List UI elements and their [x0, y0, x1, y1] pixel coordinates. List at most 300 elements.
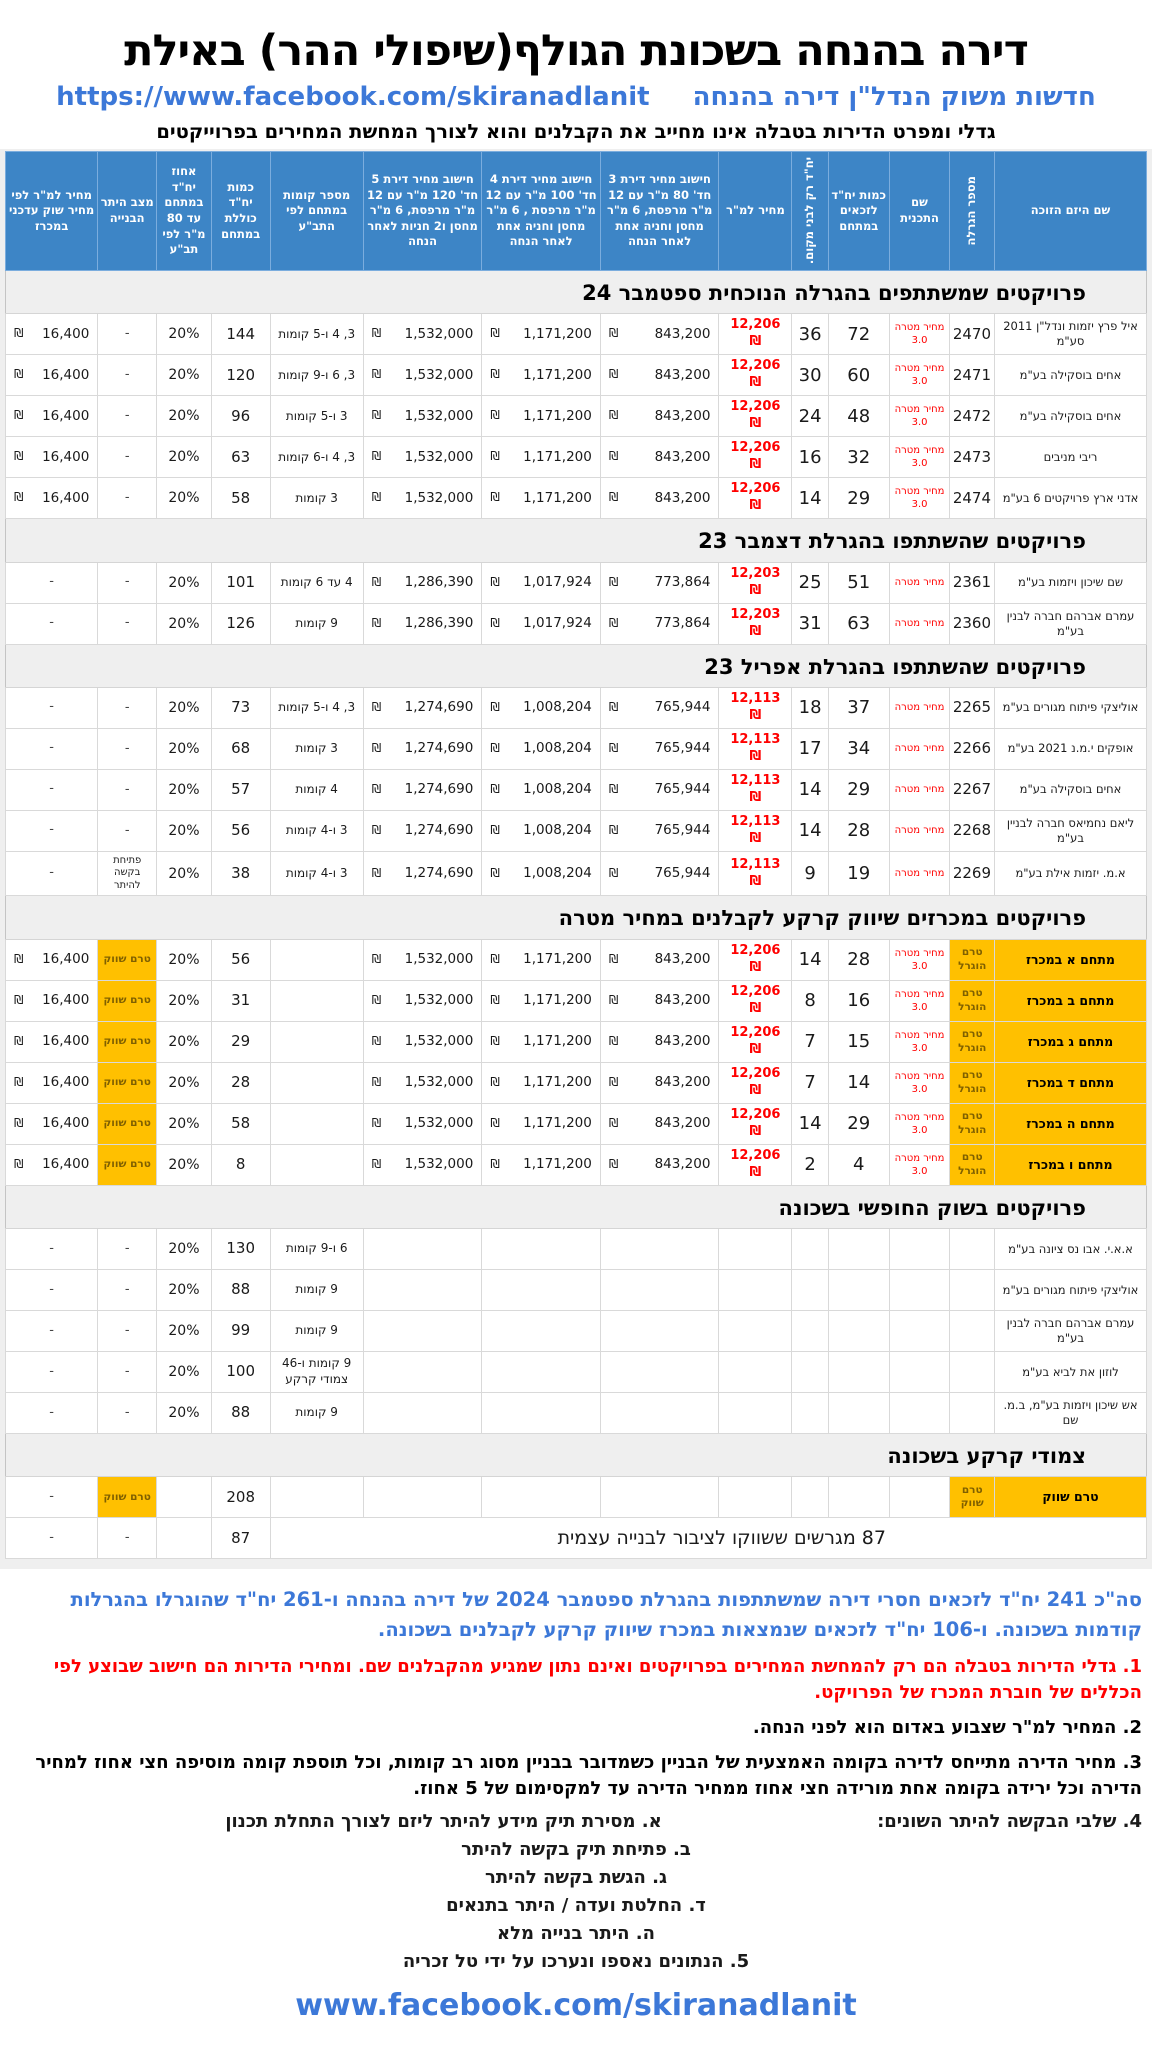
shekel-symbol: ₪	[14, 490, 24, 505]
local-units-cell: 36	[792, 314, 828, 355]
shekel-symbol: ₪	[371, 700, 382, 715]
price-per-sqm-cell: 12,206 ₪	[719, 396, 792, 437]
price-4room-cell	[482, 1269, 601, 1310]
plan-cell: מחיר מטרה 3.0	[889, 396, 950, 437]
floors-cell	[270, 1062, 363, 1103]
local-units-cell	[792, 1228, 828, 1269]
column-header-price-5room: חישוב מחיר דירת 5 חד' 120 מ"ר עם 12 מ"ר מרפסת, 6 מ"ר מחסן ו2 חניות לאחר הנחה	[363, 152, 482, 271]
price-per-sqm-cell: 12,113 ₪	[719, 728, 792, 769]
permit-status-cell: -	[98, 314, 157, 355]
shekel-symbol: ₪	[371, 951, 382, 966]
facebook-url[interactable]: www.facebook.com/skiranadlanit	[295, 1988, 857, 2024]
plan-cell: מחיר מטרה 3.0	[889, 1062, 950, 1103]
table-row	[6, 1310, 1147, 1351]
shekel-symbol: ₪	[490, 700, 500, 715]
facebook-link[interactable]: https://www.facebook.com/skiranadlanit	[56, 82, 650, 112]
total-units-cell: 58	[211, 1103, 270, 1144]
plan-cell	[889, 1351, 950, 1392]
lottery-cell	[950, 1269, 995, 1310]
price-per-sqm-cell	[719, 1310, 792, 1351]
plan-cell: מחיר מטרה	[889, 687, 950, 728]
percent-cell: 20%	[157, 1269, 212, 1310]
price-per-sqm-cell	[719, 1228, 792, 1269]
floors-cell: 3, 6 ו-9 קומות	[270, 355, 363, 396]
price-4room-cell	[482, 1351, 601, 1392]
price-4room-cell: 1,008,204 ₪	[482, 851, 601, 896]
price-5room-cell: 1,274,690 ₪	[363, 687, 482, 728]
total-units-cell: 126	[211, 603, 270, 644]
lottery-cell	[950, 1351, 995, 1392]
eligible-units-cell: 63	[828, 603, 889, 644]
shekel-symbol: ₪	[14, 1033, 24, 1048]
table-row	[6, 1392, 1147, 1433]
plan-cell: מחיר מטרה 3.0	[889, 478, 950, 519]
price-per-sqm-cell: 12,113 ₪	[719, 687, 792, 728]
table-row	[6, 396, 1147, 437]
price-4room-cell: 1,008,204 ₪	[482, 810, 601, 851]
price-3room-cell: 765,944 ₪	[600, 769, 719, 810]
lottery-cell: 2361	[950, 562, 995, 603]
eligible-units-cell: 51	[828, 562, 889, 603]
footnote-4-label: 4. שלבי הבקשה להיתר השונים:	[877, 1811, 1142, 1833]
price-3room-cell: 765,944 ₪	[600, 851, 719, 896]
table-row	[6, 314, 1147, 355]
eligible-units-cell	[828, 1310, 889, 1351]
developer-cell: אחים בוסקילה בע"מ	[995, 355, 1147, 396]
shekel-symbol: ₪	[371, 1115, 382, 1130]
section-title-row	[6, 271, 1147, 314]
price-per-sqm-cell: 12,206 ₪	[719, 980, 792, 1021]
table-row	[6, 851, 1147, 896]
price-4room-cell: 1,171,200 ₪	[482, 314, 601, 355]
percent-cell: 20%	[157, 1228, 212, 1269]
price-3room-cell: 843,200 ₪	[600, 1103, 719, 1144]
footnote-4d: ד. החלטת ועדה / היתר בתנאים	[446, 1895, 706, 1917]
table-row	[6, 478, 1147, 519]
plan-cell: מחיר מטרה 3.0	[889, 980, 950, 1021]
local-units-cell	[792, 1392, 828, 1433]
permit-status-cell: -	[98, 1269, 157, 1310]
table-row	[6, 355, 1147, 396]
column-header-developer: שם היזם הזוכה	[995, 152, 1147, 271]
floors-cell: 9 קומות	[270, 1310, 363, 1351]
price-3room-cell: 843,200 ₪	[600, 980, 719, 1021]
percent-cell: 20%	[157, 1392, 212, 1433]
footnote-3: 3. מחיר הדירה מתייחס לדירה בקומה האמצעית של הבניין כשמדובר בבניין מסוג רב קומות, וכל תוספת קומה מוסיפה חצי אחוז למחיר הדירה וכל ירידה בקומה אחת מורידה חצי אחוז ממחיר הדירה עד למקסימום של 5 אחוז.	[35, 1752, 1142, 1800]
price-3room-cell: 843,200 ₪	[600, 1021, 719, 1062]
price-4room-cell: 1,171,200 ₪	[482, 1062, 601, 1103]
footer	[0, 1569, 1152, 2057]
total-units-cell: 88	[211, 1269, 270, 1310]
shekel-symbol: ₪	[14, 449, 24, 464]
permit-status-cell: -	[98, 396, 157, 437]
shekel-symbol: ₪	[490, 1156, 500, 1171]
plan-cell: מחיר מטרה	[889, 728, 950, 769]
permit-status-cell: -	[98, 687, 157, 728]
shekel-symbol: ₪	[608, 1115, 619, 1130]
shekel-symbol: ₪	[371, 1033, 382, 1048]
developer-cell: עמרם אברהם חברה לבנין בע"מ	[995, 603, 1147, 644]
price-per-sqm-cell: 12,206 ₪	[719, 1021, 792, 1062]
local-units-cell: 2	[792, 1144, 828, 1185]
price-3room-cell: 765,944 ₪	[600, 810, 719, 851]
table-row	[6, 1477, 1147, 1518]
price-4room-cell: 1,171,200 ₪	[482, 478, 601, 519]
eligible-units-cell	[828, 1228, 889, 1269]
table-row	[6, 1103, 1147, 1144]
developer-cell: מתחם ג במכרז	[995, 1021, 1147, 1062]
developer-cell: שם שיכון ויזמות בע"מ	[995, 562, 1147, 603]
market-price-cell: 16,400 ₪	[6, 478, 98, 519]
price-3room-cell	[600, 1269, 719, 1310]
section-title-row	[6, 896, 1147, 939]
floors-cell: 3, 4 ו-6 קומות	[270, 437, 363, 478]
price-5room-cell: 1,532,000 ₪	[363, 1144, 482, 1185]
floors-cell: 3 קומות	[270, 728, 363, 769]
price-5room-cell: 1,532,000 ₪	[363, 437, 482, 478]
market-price-cell: 16,400 ₪	[6, 1144, 98, 1185]
permit-status-cell: -	[98, 478, 157, 519]
permit-status-cell: -	[98, 1518, 157, 1559]
percent-cell	[157, 1518, 212, 1559]
market-price-cell: 16,400 ₪	[6, 1021, 98, 1062]
table-header	[6, 152, 1147, 271]
summary-text: סה"כ 241 יח"ד לזכאים חסרי דירה שמשתתפות בהגרלת ספטמבר 2024 של דירה בהנחה ו-261 יח"ד שהוגרלו בהגרלות קודמות בשכונה. ו-106 יח"ד לזכאים שנמצאות במכרז שיווק קרקע לקבלנים בשכונה.	[70, 1588, 1142, 1641]
total-units-cell: 28	[211, 1062, 270, 1103]
plan-cell: מחיר מטרה	[889, 810, 950, 851]
eligible-units-cell: 28	[828, 810, 889, 851]
shekel-symbol: ₪	[371, 741, 382, 756]
developer-cell: אופקים י.מ.נ 2021 בע"מ	[995, 728, 1147, 769]
price-4room-cell: 1,171,200 ₪	[482, 396, 601, 437]
shekel-symbol: ₪	[490, 1115, 500, 1130]
market-price-cell: 16,400 ₪	[6, 355, 98, 396]
lottery-cell: 2360	[950, 603, 995, 644]
price-4room-cell	[482, 1392, 601, 1433]
total-units-cell: 56	[211, 939, 270, 980]
table-row	[6, 1518, 1147, 1559]
subtitle-label: חדשות משוק הנדל"ן דירה בהנחה	[692, 82, 1096, 112]
price-per-sqm-cell: 12,206 ₪	[719, 1103, 792, 1144]
local-units-cell: 18	[792, 687, 828, 728]
percent-cell: 20%	[157, 478, 212, 519]
price-5room-cell: 1,532,000 ₪	[363, 314, 482, 355]
permit-status-cell: טרם שווק	[98, 1103, 157, 1144]
price-4room-cell: 1,171,200 ₪	[482, 355, 601, 396]
footnote-5: 5. הנתונים נאספו ונערכו על ידי טל זכריה	[402, 1951, 750, 1973]
market-price-cell: 16,400 ₪	[6, 314, 98, 355]
market-price-cell: -	[6, 1392, 98, 1433]
shekel-symbol: ₪	[371, 823, 382, 838]
shekel-symbol: ₪	[490, 490, 500, 505]
shekel-symbol: ₪	[490, 741, 500, 756]
total-units-cell: 130	[211, 1228, 270, 1269]
price-4room-cell: 1,171,200 ₪	[482, 1021, 601, 1062]
total-units-cell: 29	[211, 1021, 270, 1062]
permit-status-cell: -	[98, 1310, 157, 1351]
lottery-cell: 2470	[950, 314, 995, 355]
column-header-permit-status: מצב היתר הבנייה	[98, 152, 157, 271]
floors-cell: 3 ו-5 קומות	[270, 396, 363, 437]
floors-cell: 3 ו-4 קומות	[270, 810, 363, 851]
total-units-cell: 120	[211, 355, 270, 396]
price-4room-cell: 1,008,204 ₪	[482, 687, 601, 728]
section-title: פרויקטים במכרזים שיווק קרקע לקבלנים במחיר מטרה	[6, 896, 1147, 939]
price-5room-cell: 1,532,000 ₪	[363, 1021, 482, 1062]
table-row	[6, 1269, 1147, 1310]
eligible-units-cell: 29	[828, 769, 889, 810]
percent-cell: 20%	[157, 810, 212, 851]
section-title: פרויקטים שהשתתפו בהגרלת אפריל 23	[6, 644, 1147, 687]
local-units-cell: 30	[792, 355, 828, 396]
shekel-symbol: ₪	[14, 992, 24, 1007]
shekel-symbol: ₪	[371, 326, 382, 341]
floors-cell	[270, 1477, 363, 1518]
developer-cell: אוליצקי פיתוח מגורים בע"מ	[995, 1269, 1147, 1310]
lottery-cell	[950, 1310, 995, 1351]
page	[0, 26, 1152, 2057]
floors-cell	[270, 1144, 363, 1185]
price-5room-cell: 1,532,000 ₪	[363, 478, 482, 519]
shekel-symbol: ₪	[371, 367, 382, 382]
total-units-cell: 38	[211, 851, 270, 896]
shekel-symbol: ₪	[608, 1156, 619, 1171]
price-per-sqm-cell: 12,206 ₪	[719, 939, 792, 980]
price-3room-cell: 765,944 ₪	[600, 728, 719, 769]
price-3room-cell: 843,200 ₪	[600, 396, 719, 437]
lottery-cell: טרם הוגרל	[950, 939, 995, 980]
permit-status-cell: -	[98, 562, 157, 603]
price-per-sqm-cell	[719, 1392, 792, 1433]
lottery-cell: טרם הוגרל	[950, 1062, 995, 1103]
section-title-row	[6, 1433, 1147, 1476]
eligible-units-cell: 29	[828, 478, 889, 519]
shekel-symbol: ₪	[608, 1074, 619, 1089]
percent-cell: 20%	[157, 1062, 212, 1103]
price-3room-cell: 843,200 ₪	[600, 1062, 719, 1103]
table-row	[6, 1144, 1147, 1185]
shekel-symbol: ₪	[371, 782, 382, 797]
footnote-4a: א. מסירת תיק מידע להיתר ליזם לצורך התחלת תכנון	[225, 1811, 662, 1833]
shekel-symbol: ₪	[371, 490, 382, 505]
shekel-symbol: ₪	[14, 408, 24, 423]
table-row	[6, 728, 1147, 769]
table-row	[6, 1351, 1147, 1392]
percent-cell: 20%	[157, 562, 212, 603]
local-units-cell: 31	[792, 603, 828, 644]
lottery-cell: 2265	[950, 687, 995, 728]
price-5room-cell	[363, 1351, 482, 1392]
developer-cell: מתחם ד במכרז	[995, 1062, 1147, 1103]
total-units-cell: 99	[211, 1310, 270, 1351]
price-3room-cell: 843,200 ₪	[600, 437, 719, 478]
floors-cell: 3 ו-4 קומות	[270, 851, 363, 896]
plan-cell: מחיר מטרה	[889, 603, 950, 644]
market-price-cell: -	[6, 1477, 98, 1518]
price-3room-cell	[600, 1392, 719, 1433]
span-text-cell: 87 מגרשים ששווקו לציבור לבנייה עצמית	[270, 1518, 1146, 1559]
eligible-units-cell: 14	[828, 1062, 889, 1103]
percent-cell: 20%	[157, 1021, 212, 1062]
price-5room-cell: 1,274,690 ₪	[363, 728, 482, 769]
developer-cell: אדני ארץ פרויקטים 6 בע"מ	[995, 478, 1147, 519]
permit-status-cell: טרם שווק	[98, 1144, 157, 1185]
column-header-market-price: מחיר למ"ר לפי מחיר שוק עדכני במכרז	[6, 152, 98, 271]
price-per-sqm-cell: 12,203 ₪	[719, 562, 792, 603]
local-units-cell	[792, 1310, 828, 1351]
column-header-plan-name: שם התכנית	[889, 152, 950, 271]
price-per-sqm-cell: 12,206 ₪	[719, 355, 792, 396]
shekel-symbol: ₪	[490, 1033, 500, 1048]
total-units-cell: 58	[211, 478, 270, 519]
table-row	[6, 1021, 1147, 1062]
price-5room-cell	[363, 1310, 482, 1351]
section-title-row	[6, 644, 1147, 687]
shekel-symbol: ₪	[490, 367, 500, 382]
permit-status-cell: -	[98, 1392, 157, 1433]
eligible-units-cell: 32	[828, 437, 889, 478]
price-5room-cell: 1,532,000 ₪	[363, 939, 482, 980]
eligible-units-cell	[828, 1269, 889, 1310]
shekel-symbol: ₪	[371, 408, 382, 423]
shekel-symbol: ₪	[14, 1156, 24, 1171]
developer-cell: אחים בוסקילה בע"מ	[995, 396, 1147, 437]
price-5room-cell: 1,532,000 ₪	[363, 355, 482, 396]
shekel-symbol: ₪	[608, 1033, 619, 1048]
section-title: פרויקטים שהשתתפו בהגרלת דצמבר 23	[6, 519, 1147, 562]
permit-status-cell: טרם שווק	[98, 1062, 157, 1103]
table-row	[6, 810, 1147, 851]
percent-cell: 20%	[157, 1310, 212, 1351]
lottery-cell: טרם הוגרל	[950, 980, 995, 1021]
shekel-symbol: ₪	[608, 865, 619, 880]
price-5room-cell: 1,532,000 ₪	[363, 396, 482, 437]
floors-cell: 6 ו-9 קומות	[270, 1228, 363, 1269]
table-container	[0, 149, 1152, 1569]
price-per-sqm-cell: 12,113 ₪	[719, 810, 792, 851]
total-units-cell: 56	[211, 810, 270, 851]
local-units-cell	[792, 1269, 828, 1310]
shekel-symbol: ₪	[608, 741, 619, 756]
local-units-cell: 8	[792, 980, 828, 1021]
shekel-symbol: ₪	[490, 615, 500, 630]
total-units-cell: 101	[211, 562, 270, 603]
plan-cell: מחיר מטרה 3.0	[889, 939, 950, 980]
price-4room-cell: 1,171,200 ₪	[482, 1103, 601, 1144]
eligible-units-cell: 29	[828, 1103, 889, 1144]
price-4room-cell: 1,171,200 ₪	[482, 980, 601, 1021]
price-per-sqm-cell: 12,206 ₪	[719, 1144, 792, 1185]
floors-cell: 9 קומות ו-46 צמודי קרקע	[270, 1351, 363, 1392]
market-price-cell: -	[6, 687, 98, 728]
permit-status-cell: -	[98, 1228, 157, 1269]
eligible-units-cell	[828, 1392, 889, 1433]
column-header-eligible-units: כמות יח"ד לזכאים במתחם	[828, 152, 889, 271]
lottery-cell: 2472	[950, 396, 995, 437]
subtitle	[0, 82, 1152, 112]
shekel-symbol: ₪	[371, 865, 382, 880]
percent-cell: 20%	[157, 980, 212, 1021]
percent-cell: 20%	[157, 396, 212, 437]
section-title-row	[6, 519, 1147, 562]
table-row	[6, 687, 1147, 728]
shekel-symbol: ₪	[371, 1156, 382, 1171]
percent-cell: 20%	[157, 769, 212, 810]
footnote-2: 2. המחיר למ"ר שצבוע באדום הוא לפני הנחה.	[752, 1716, 1142, 1738]
floors-cell: 3, 4 ו-5 קומות	[270, 687, 363, 728]
shekel-symbol: ₪	[490, 574, 500, 589]
market-price-cell: -	[6, 1228, 98, 1269]
shekel-symbol: ₪	[608, 367, 619, 382]
permit-status-cell: -	[98, 437, 157, 478]
price-per-sqm-cell: 12,203 ₪	[719, 603, 792, 644]
price-per-sqm-cell	[719, 1269, 792, 1310]
market-price-cell: -	[6, 810, 98, 851]
developer-cell: ליאם נחמיאס חברה לבניין בע"מ	[995, 810, 1147, 851]
footnote-1: 1. גדלי הדירות בטבלה הם רק להמחשת המחירים בפרויקטים ואינם נתון שמגיע מהקבלנים שם. ומחירי הדירות הם חישוב שבוצע לפי הכללים של חוברת המכרז של הפרויקט.	[53, 1655, 1142, 1703]
market-price-cell: 16,400 ₪	[6, 396, 98, 437]
developer-cell: א.מ. יזמות אילת בע"מ	[995, 851, 1147, 896]
floors-cell: 3 קומות	[270, 478, 363, 519]
permit-status-cell: טרם שווק	[98, 980, 157, 1021]
lottery-cell	[950, 1228, 995, 1269]
lottery-cell: 2473	[950, 437, 995, 478]
developer-cell: עמרם אברהם חברה לבנין בע"מ	[995, 1310, 1147, 1351]
developer-cell: מתחם א במכרז	[995, 939, 1147, 980]
plan-cell: מחיר מטרה	[889, 562, 950, 603]
percent-cell: 20%	[157, 603, 212, 644]
local-units-cell: 9	[792, 851, 828, 896]
table-row	[6, 437, 1147, 478]
plan-cell	[889, 1269, 950, 1310]
percent-cell: 20%	[157, 1103, 212, 1144]
lottery-cell: 2474	[950, 478, 995, 519]
total-units-cell: 63	[211, 437, 270, 478]
total-units-cell: 88	[211, 1392, 270, 1433]
market-price-cell: -	[6, 1518, 98, 1559]
plan-cell: מחיר מטרה 3.0	[889, 1144, 950, 1185]
shekel-symbol: ₪	[608, 992, 619, 1007]
price-5room-cell: 1,274,690 ₪	[363, 810, 482, 851]
permit-status-cell: -	[98, 728, 157, 769]
floors-cell: 9 קומות	[270, 1269, 363, 1310]
table-row	[6, 1062, 1147, 1103]
permit-status-cell: -	[98, 810, 157, 851]
market-price-cell: -	[6, 1351, 98, 1392]
shekel-symbol: ₪	[490, 865, 500, 880]
shekel-symbol: ₪	[608, 615, 619, 630]
developer-cell: ריבי מניבים	[995, 437, 1147, 478]
total-units-cell: 96	[211, 396, 270, 437]
local-units-cell: 24	[792, 396, 828, 437]
percent-cell: 20%	[157, 314, 212, 355]
permit-status-cell: טרם שווק	[98, 939, 157, 980]
lottery-cell: 2471	[950, 355, 995, 396]
price-per-sqm-cell: 12,113 ₪	[719, 851, 792, 896]
table-row	[6, 980, 1147, 1021]
lottery-cell: 2268	[950, 810, 995, 851]
price-4room-cell: 1,008,204 ₪	[482, 769, 601, 810]
permit-status-cell: -	[98, 1351, 157, 1392]
percent-cell: 20%	[157, 687, 212, 728]
price-3room-cell: 843,200 ₪	[600, 355, 719, 396]
shekel-symbol: ₪	[371, 615, 382, 630]
developer-cell: לוזון את לביא בע"מ	[995, 1351, 1147, 1392]
shekel-symbol: ₪	[608, 700, 619, 715]
shekel-symbol: ₪	[490, 1074, 500, 1089]
column-header-floors: מספר קומות במתחם לפי התב"ע	[270, 152, 363, 271]
shekel-symbol: ₪	[14, 1115, 24, 1130]
